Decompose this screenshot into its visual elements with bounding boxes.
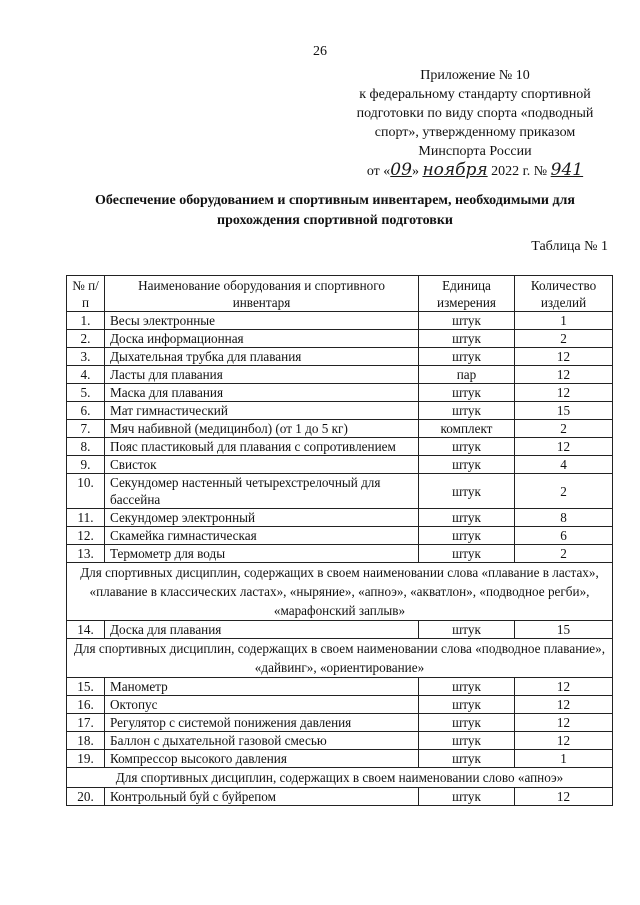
row-unit: штук [419,456,515,474]
table-row [67,621,613,639]
table-row [67,456,613,474]
row-name: Манометр [105,678,419,696]
row-qty: 12 [515,678,613,696]
order-date-line [340,161,610,181]
table-row [67,509,613,527]
row-num: 1. [67,312,105,330]
page-number: 26 [313,44,327,59]
table-row [67,366,613,384]
handwritten-order-number: 941 [550,160,584,180]
header-num: № п/п [67,276,105,312]
row-num: 15. [67,678,105,696]
row-qty: 4 [515,456,613,474]
table-row [67,474,613,509]
row-unit: штук [419,678,515,696]
table-row [67,750,613,768]
row-num: 9. [67,456,105,474]
row-num: 10. [67,474,105,509]
row-num: 17. [67,714,105,732]
row-name: Секундомер настенный четырехстрелочный для бассейна [105,474,419,509]
row-unit: штук [419,750,515,768]
table-caption: Таблица № 1 [531,239,608,254]
row-name: Доска информационная [105,330,419,348]
row-num: 6. [67,402,105,420]
row-qty: 8 [515,509,613,527]
table-header-row [67,276,613,312]
row-unit: штук [419,330,515,348]
header-unit: Единица измерения [419,276,515,312]
equipment-table-wrapper [66,275,612,806]
table-row [67,312,613,330]
year-text: 2022 г. № [491,164,548,179]
row-num: 7. [67,420,105,438]
row-num: 11. [67,509,105,527]
header-qty: Количество изделий [515,276,613,312]
row-unit: штук [419,621,515,639]
row-qty: 1 [515,750,613,768]
table-row [67,714,613,732]
appendix-line: подготовки по виду спорта «подводный [356,106,594,121]
row-name: Доска для плавания [105,621,419,639]
header-name: Наименование оборудования и спортивного инвентаря [105,276,419,312]
row-qty: 15 [515,402,613,420]
row-qty: 12 [515,696,613,714]
table-row [67,438,613,456]
row-unit: штук [419,527,515,545]
table-row [67,420,613,438]
row-num: 19. [67,750,105,768]
row-unit: штук [419,474,515,509]
table-row [67,348,613,366]
row-qty: 2 [515,420,613,438]
row-qty: 1 [515,312,613,330]
row-name: Секундомер электронный [105,509,419,527]
row-unit: штук [419,438,515,456]
row-qty: 2 [515,330,613,348]
row-name: Термометр для воды [105,545,419,563]
row-name: Октопус [105,696,419,714]
row-name: Регулятор с системой понижения давления [105,714,419,732]
row-num: 20. [67,788,105,806]
row-name: Контрольный буй с буйрепом [105,788,419,806]
row-name: Ласты для плавания [105,366,419,384]
row-qty: 6 [515,527,613,545]
table-row [67,330,613,348]
document-title: Обеспечение оборудованием и спортивным инвентарем, необходимыми для прохождения спортивной подготовки [95,193,575,228]
row-num: 12. [67,527,105,545]
section-row [67,563,613,621]
date-quote-close: » [411,164,419,179]
row-num: 16. [67,696,105,714]
row-name: Скамейка гимнастическая [105,527,419,545]
row-num: 8. [67,438,105,456]
row-name: Весы электронные [105,312,419,330]
row-num: 5. [67,384,105,402]
table-row [67,402,613,420]
table-row [67,384,613,402]
appendix-line: Приложение № 10 [420,68,530,83]
row-num: 2. [67,330,105,348]
section-row [67,768,613,788]
row-name: Мат гимнастический [105,402,419,420]
handwritten-month: ноября [422,160,488,180]
row-qty: 12 [515,438,613,456]
appendix-line: спорт», утвержденному приказом [374,125,576,140]
row-unit: штук [419,402,515,420]
row-name: Баллон с дыхательной газовой смесью [105,732,419,750]
row-name: Компрессор высокого давления [105,750,419,768]
row-qty: 2 [515,474,613,509]
row-unit: штук [419,509,515,527]
row-unit: штук [419,732,515,750]
row-unit: штук [419,348,515,366]
row-qty: 12 [515,788,613,806]
row-num: 4. [67,366,105,384]
date-prefix: от « [366,164,391,179]
row-name: Мяч набивной (медицинбол) (от 1 до 5 кг) [105,420,419,438]
row-unit: штук [419,312,515,330]
row-name: Дыхательная трубка для плавания [105,348,419,366]
row-name: Маска для плавания [105,384,419,402]
table-row [67,696,613,714]
row-qty: 12 [515,348,613,366]
table-row [67,527,613,545]
row-qty: 12 [515,366,613,384]
row-name: Свисток [105,456,419,474]
table-row [67,788,613,806]
row-unit: комплект [419,420,515,438]
section-row [67,639,613,678]
section-heading-1: Для спортивных дисциплин, содержащих в своем наименовании слова «плавание в ластах», «плавание в классических ластах», «ныряние», «апноэ», «акватлон», «подводное регби», «марафонский заплыв» [67,563,613,621]
row-unit: штук [419,545,515,563]
handwritten-day: 09 [390,160,412,180]
appendix-line: к федеральному стандарту спортивной [359,87,591,102]
appendix-block [340,66,610,181]
row-unit: штук [419,788,515,806]
row-qty: 2 [515,545,613,563]
row-qty: 12 [515,384,613,402]
appendix-line: Минспорта России [418,144,532,159]
row-qty: 12 [515,732,613,750]
table-row [67,732,613,750]
row-unit: штук [419,714,515,732]
row-num: 3. [67,348,105,366]
row-qty: 12 [515,714,613,732]
row-qty: 15 [515,621,613,639]
section-heading-2: Для спортивных дисциплин, содержащих в своем наименовании слова «подводное плавание», «дайвинг», «ориентирование» [67,639,613,678]
row-num: 13. [67,545,105,563]
table-row [67,545,613,563]
equipment-table [66,275,613,806]
table-row [67,678,613,696]
row-num: 14. [67,621,105,639]
row-num: 18. [67,732,105,750]
row-name: Пояс пластиковый для плавания с сопротивлением [105,438,419,456]
section-heading-3: Для спортивных дисциплин, содержащих в своем наименовании слово «апноэ» [67,768,613,788]
row-unit: штук [419,384,515,402]
row-unit: штук [419,696,515,714]
row-unit: пар [419,366,515,384]
